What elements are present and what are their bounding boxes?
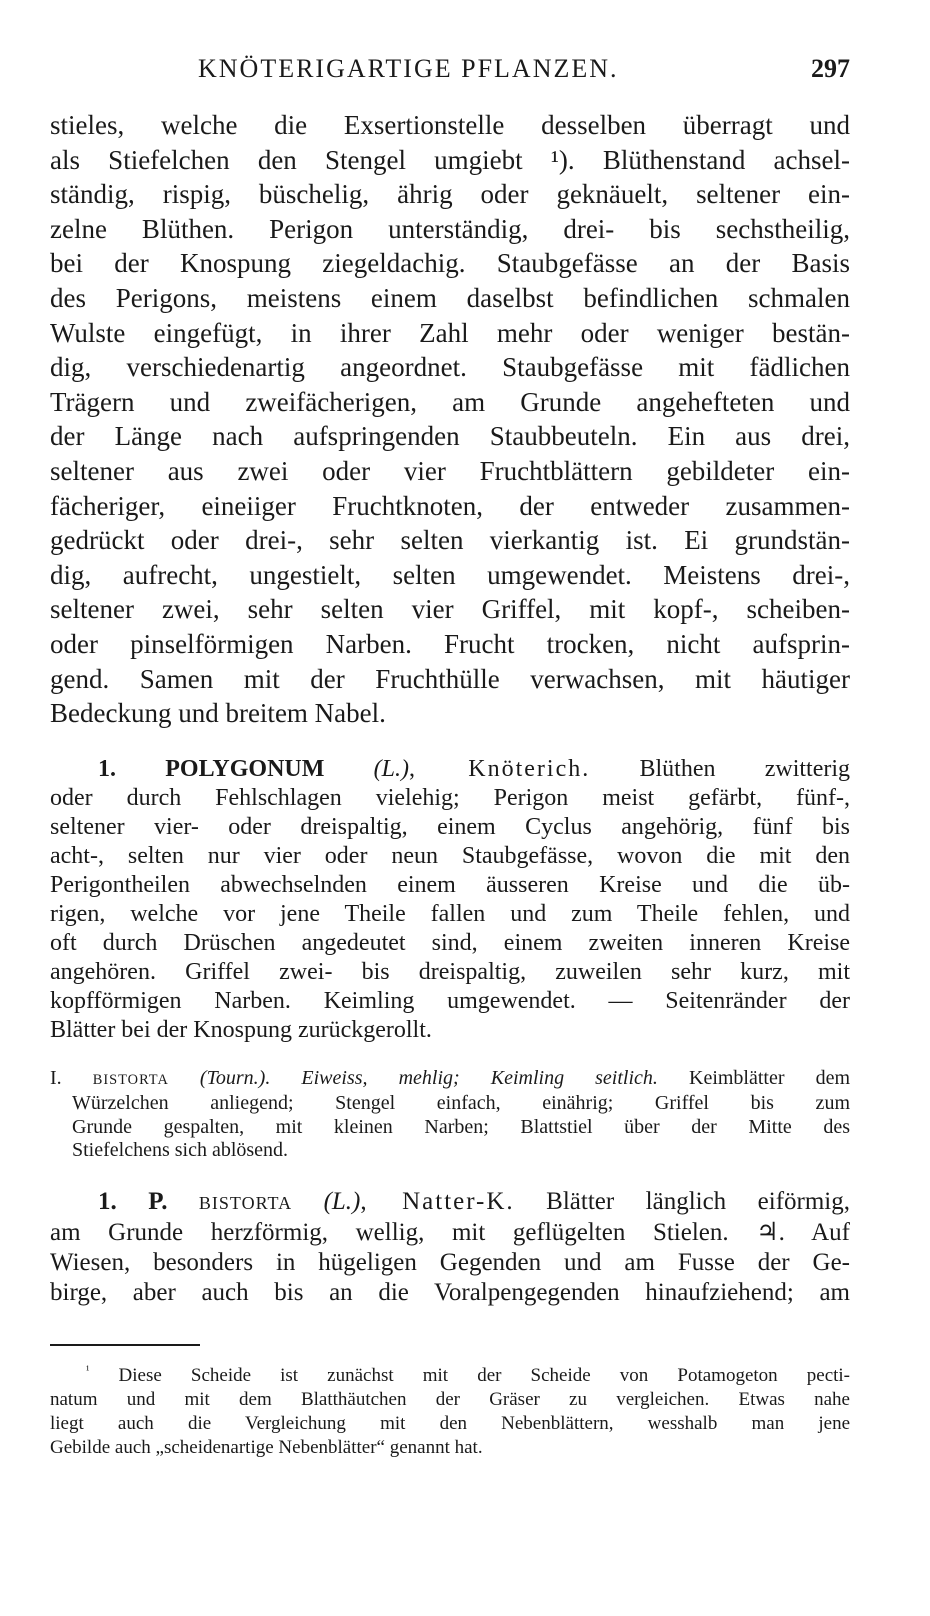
text-line: oder pinselförmigen Narben. Frucht trocken, nicht aufsprin- (50, 628, 850, 659)
text-line: bei der Knospung ziegeldachig. Staubgefässe an der Basis (50, 248, 850, 279)
section-name: BISTORTA (92, 1071, 169, 1088)
species-genus-abbr: P. (148, 1188, 168, 1216)
species-name: BISTORTA (198, 1193, 293, 1214)
text-line: rigen, welche vor jene Theile fallen und zum Theile fehlen, und (50, 900, 850, 927)
species-common-name: , Natter-K. (360, 1188, 515, 1216)
text-line: stieles, welche die Exsertionstelle desselben überragt und (50, 110, 850, 140)
species-first-line-text: Blätter länglich eiförmig, (546, 1188, 850, 1216)
genus-authority: (L.) (373, 755, 409, 782)
section-first-line-text: Keimblätter dem (689, 1066, 850, 1089)
text-line: acht-, selten nur vier oder neun Staubgefässe, wovon die mit den (50, 842, 850, 869)
text-line: Gebilde auch „scheidenartige Nebenblätter“ genannt hat. (50, 1437, 483, 1459)
text-line: seltener zwei, sehr selten vier Griffel, mit kopf-, scheiben- (50, 594, 850, 625)
genus-common-name: , Knöterich. (409, 755, 591, 782)
text-line: natum und mit dem Blatthäutchen der Gräser zu vergleichen. Etwas nahe (50, 1389, 850, 1411)
text-line: Wiesen, besonders in hügeligen Gegenden und am Fusse der Ge- (50, 1249, 850, 1277)
footnote-first-line (50, 1364, 850, 1388)
text-line: dig, aufrecht, ungestielt, selten umgewendet. Meistens drei-, (50, 559, 850, 590)
text-line: als Stiefelchen den Stengel umgiebt ¹). Blüthenstand achsel- (50, 144, 850, 175)
footnote-separator (50, 1344, 200, 1346)
text-line: dig, verschiedenartig angeordnet. Staubgefässe mit fädlichen (50, 352, 850, 383)
text-line: ständig, rispig, büschelig, ährig oder geknäuelt, seltener ein- (50, 179, 850, 210)
footnote (50, 1364, 850, 1460)
text-line: Stiefelchens sich ablösend. (72, 1139, 289, 1162)
family-description-paragraph (50, 108, 850, 731)
text-line: fächeriger, eineiiger Fruchtknoten, der entweder zusammen- (50, 490, 850, 521)
genus-name: POLYGONUM (165, 755, 325, 782)
text-line: oft durch Drüschen angedeutet sind, einem zweiten inneren Kreise (50, 929, 850, 956)
text-line: angehören. Griffel zwei- bis dreispaltig, zuweilen sehr kurz, mit (50, 958, 850, 985)
text-line: des Perigons, meistens einem daselbst befindlichen schmalen (50, 282, 850, 313)
text-line: Trägern und zweifächerigen, am Grunde angehefteten und (50, 386, 850, 417)
text-line: seltener vier- oder dreispaltig, einem Cyclus angehörig, fünf bis (50, 813, 850, 840)
text-line: zelne Blüthen. Perigon unterständig, drei- bis sechstheilig, (50, 213, 850, 244)
genus-heading-line (50, 755, 850, 784)
text-line: oder durch Fehlschlagen vielehig; Perigon meist gefärbt, fünf-, (50, 784, 850, 811)
text-line: gend. Samen mit der Fruchthülle verwachsen, mit häutiger (50, 663, 850, 694)
text-line: Bedeckung und breitem Nabel. (50, 698, 386, 729)
text-line: Perigontheilen abwechselnden einem äusseren Kreise und die üb- (50, 871, 850, 898)
section-authority: (Tourn.). (199, 1066, 271, 1089)
text-line: Blätter bei der Knospung zurückgerollt. (50, 1016, 432, 1043)
text-line: gedrückt oder drei-, sehr selten vierkantig ist. Ei grundstän- (50, 525, 850, 556)
genus-number: 1. (98, 755, 116, 782)
text-line: kopfförmigen Narben. Keimling umgewendet. — Seitenränder der (50, 987, 850, 1014)
section-number: I. (50, 1066, 62, 1089)
footnote-first-line-text: Diese Scheide ist zunächst mit der Scheide von Potamogeton pecti- (118, 1365, 850, 1387)
running-title: KNÖTERIGARTIGE PFLANZEN. (198, 54, 619, 83)
species-entry (50, 1187, 850, 1308)
text-line: der Länge nach aufspringenden Staubbeuteln. Ein aus drei, (50, 421, 850, 452)
section-italic-text: Eiweiss, mehlig; Keimling seitlich. (301, 1066, 658, 1089)
text-line: Grunde gespalten, mit kleinen Narben; Blattstiel über der Mitte des (72, 1115, 850, 1138)
species-heading-line (50, 1187, 850, 1218)
text-line: Wulste eingefügt, in ihrer Zahl mehr oder weniger bestän- (50, 317, 850, 348)
genus-first-line-text: Blüthen zwitterig (639, 755, 850, 782)
species-authority: (L.) (323, 1188, 361, 1216)
section-entry (50, 1067, 850, 1163)
book-page (50, 54, 850, 1460)
text-line: liegt auch die Vergleichung mit den Nebenblättern, wesshalb man jene (50, 1413, 850, 1435)
section-heading-line (50, 1067, 850, 1093)
text-line: birge, aber auch bis an die Voralpengegenden hinaufziehend; am (50, 1279, 850, 1307)
page-number: 297 (811, 54, 850, 83)
text-line: seltener aus zwei oder vier Fruchtblättern gebildeter ein- (50, 455, 850, 486)
footnote-marker: ¹ (86, 1364, 90, 1377)
genus-entry (50, 755, 850, 1045)
species-number: 1. (98, 1188, 117, 1216)
text-line: am Grunde herzförmig, wellig, mit geflügelten Stielen. ♃. Auf (50, 1219, 850, 1247)
text-line: Würzelchen anliegend; Stengel einfach, einährig; Griffel bis zum (72, 1092, 850, 1115)
running-header (50, 54, 850, 94)
